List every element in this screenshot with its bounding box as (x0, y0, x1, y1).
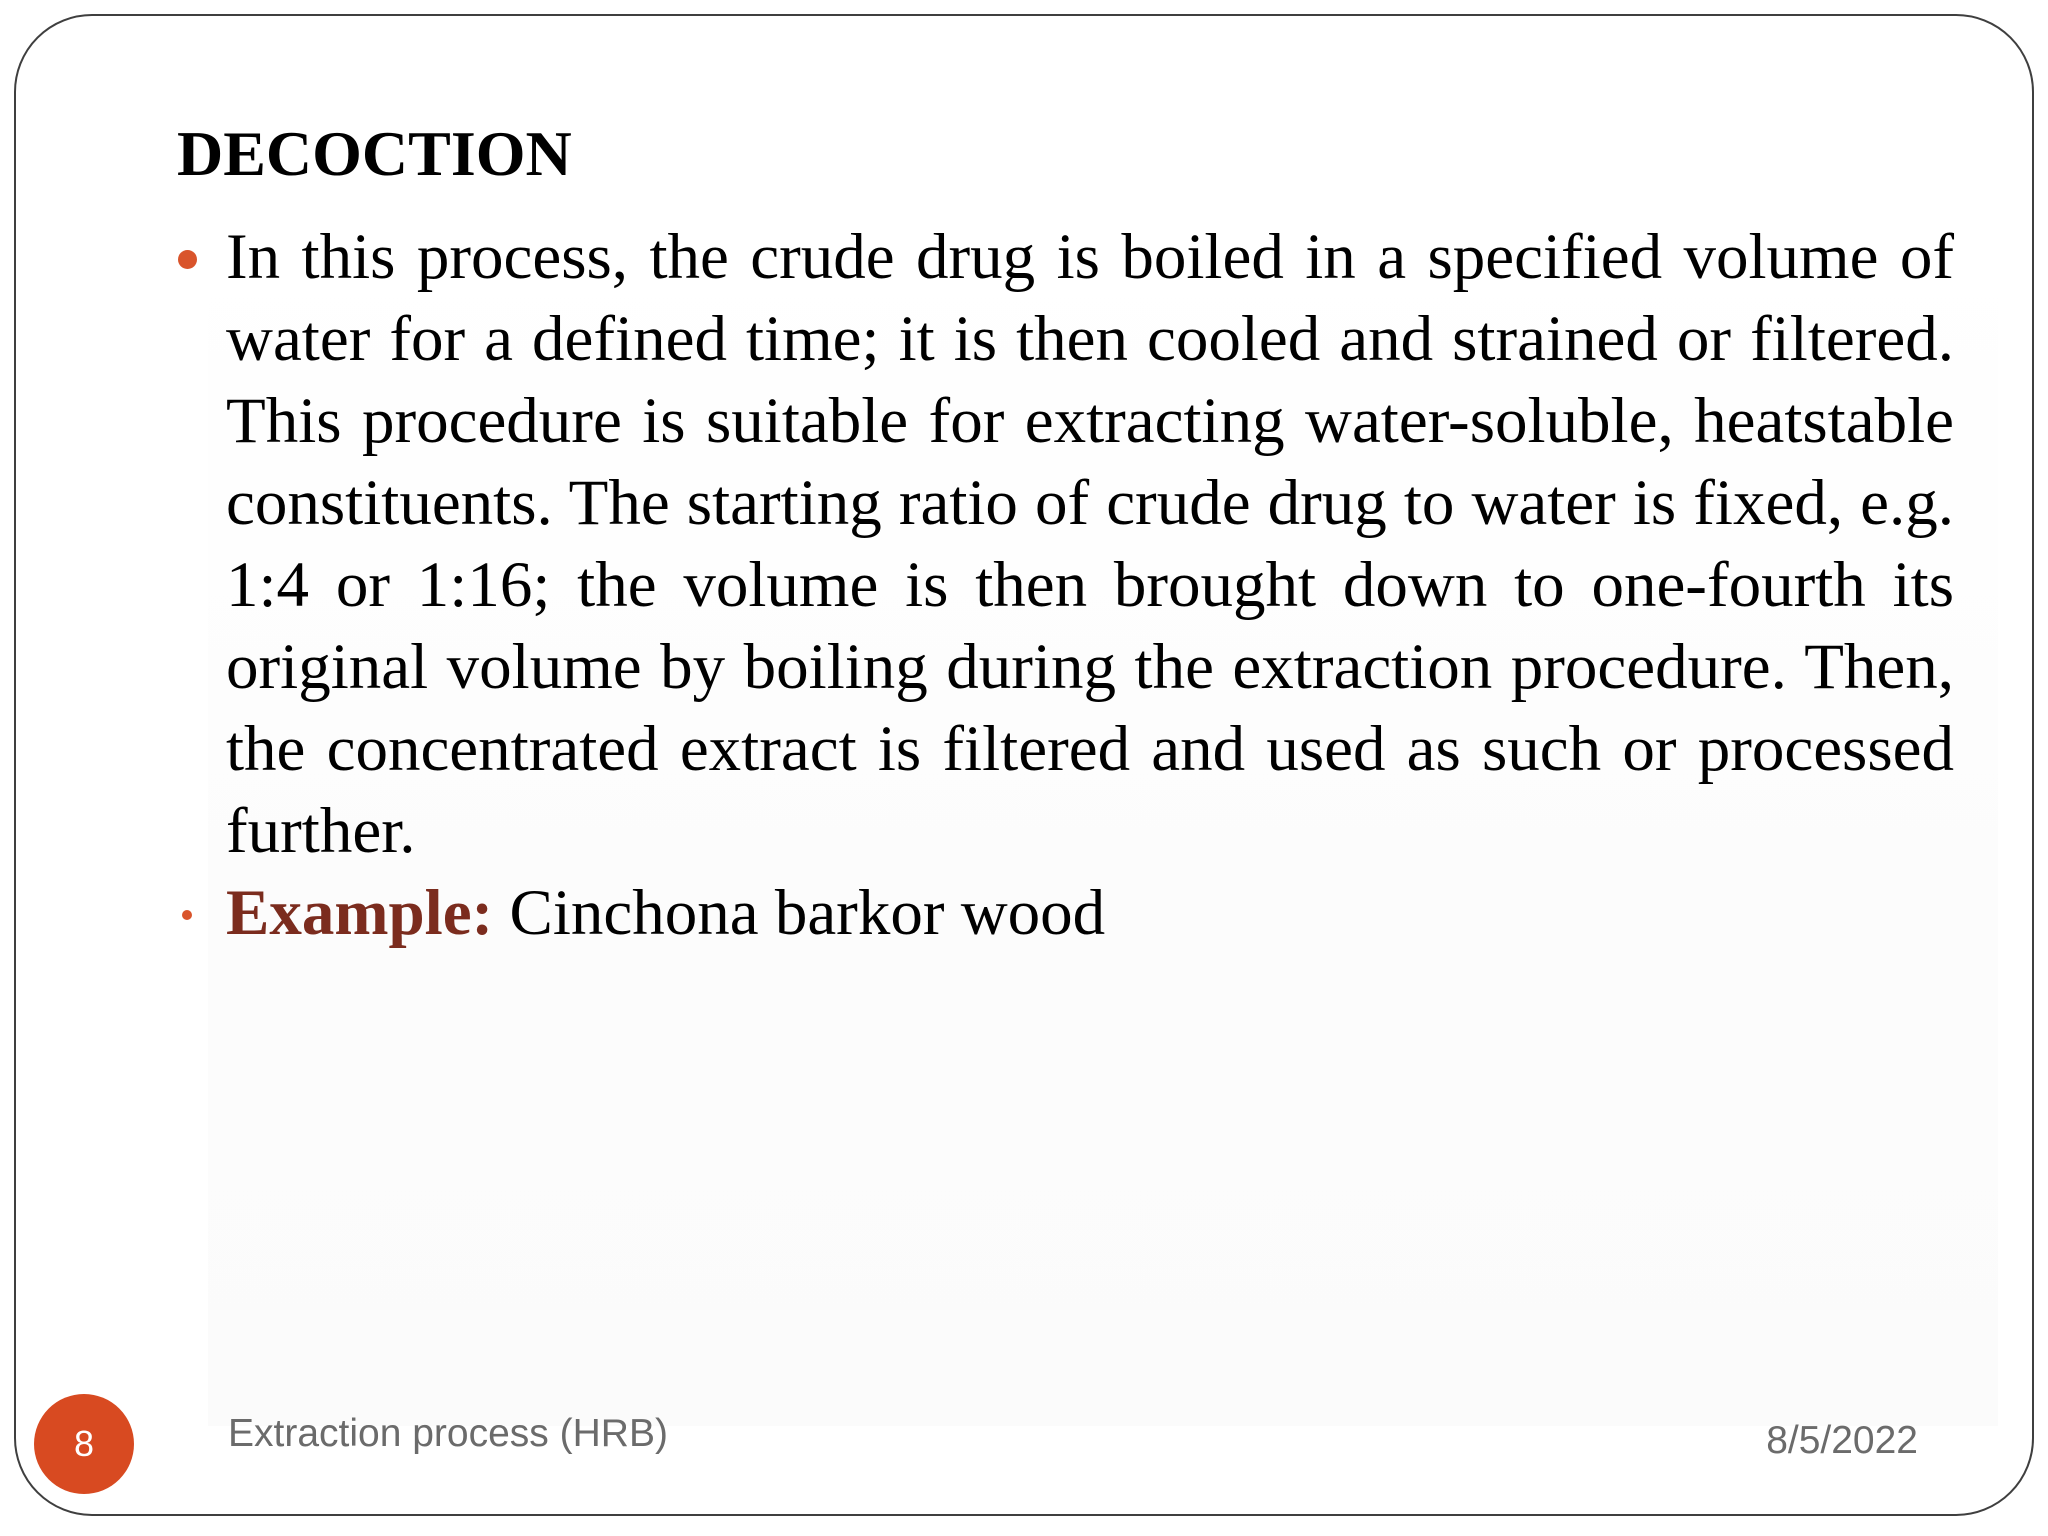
bullet-dot-icon (182, 910, 192, 920)
slide (14, 14, 2034, 1516)
bullet-text: In this process, the crude drug is boiled in a specified volume of water for a defined time; it is then cooled and strained or filtered. This procedure is suitable for extracting water-soluble, heatstable constituents. The starting ratio of crude drug to water is fixed, e.g. 1:4 or 1:16; the volume is then brought down to one-fourth its original volume by boiling during the extraction procedure. Then, the concentrated extract is filtered and used as such or processed further. (226, 221, 1954, 867)
bullet-dot-icon (178, 250, 197, 269)
example-label: Example: (226, 877, 494, 949)
footer-title: Extraction process (HRB) (228, 1412, 668, 1455)
bullet-item (16, 872, 1954, 954)
bullet-list (16, 216, 2034, 954)
slide-number-badge: 8 (34, 1394, 134, 1494)
example-text: Cinchona barkor wood (493, 877, 1106, 949)
bullet-item (16, 216, 1954, 872)
slide-title: DECOCTION (177, 118, 572, 189)
footer-date: 8/5/2022 (1766, 1419, 1918, 1462)
